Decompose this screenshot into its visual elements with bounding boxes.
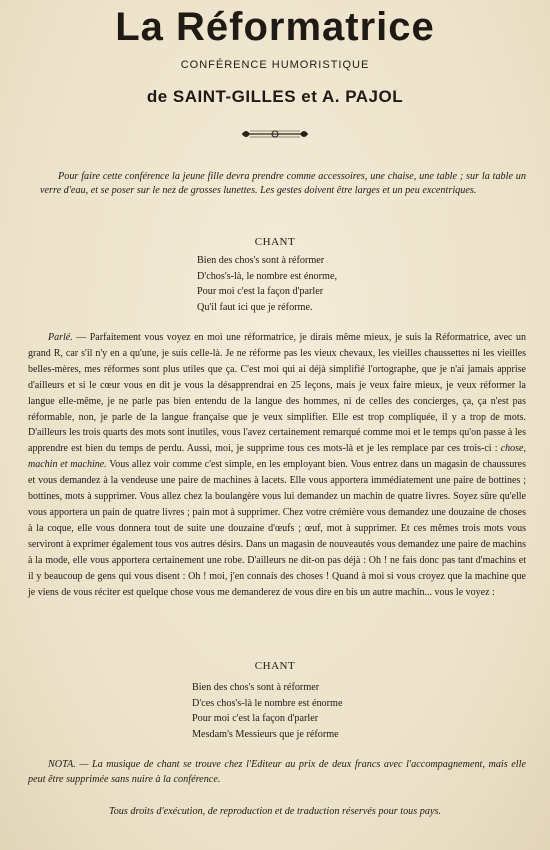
verse-line: Pour moi c'est la façon d'parler [197,286,324,297]
subtitle: CONFÉRENCE HUMORISTIQUE [180,59,370,71]
chant-verse-2 [192,680,432,742]
spoken-part-1: — Parfaitement vous voyez en moi une réformatrice, je dirais même mieux, je suis la Réformatrice, avec un grand R, car s'il n'y en a qu'une, je suis celle-là. Je ne réforme pas les vieux chevaux, les vieilles chaussettes ni les vieilles belles-mères, mes réformes sont plus utiles que ça. C'est moi qui ai déjà simplifié l'ortographe, que je n'ai jamais apprise d'ailleurs et si le cœur vous en dit je vous la désapprendrai en 25 leçons, mais je veux faire mieux, je veux réformer la langue elle-même, je ne parle pas bien entendu de la langue des hommes, ni de celles des concierges, ça, ça n'est pas réformable, non, je parle de la langue française que je veux simplifier. Elle est trop compliquée, il y a trop de mots. D'ailleurs les trois quarts des mots sont inutiles, vous l'avez certainement remarqué comme moi et le temps qu'on passe à les apprendre est bien du temps de perdu. Aussi, moi, je supprime tous ces mots-là et je les remplace par ces trois-ci : [28,332,526,455]
nota-paragraph: NOTA. — La musique de chant se trouve chez l'Editeur au prix de deux francs avec l'accompagnement, mais elle peut être supprimée sans nuire à la conférence. [28,759,526,785]
verse-line: Mesdam's Messieurs que je réforme [192,728,339,740]
spoken-text [28,330,526,600]
verse-line: Bien des chos's sont à réformer [197,255,325,266]
spoken-part-2: Vous allez voir comme c'est simple, en les employant bien. Vous entrez dans un magasin de chaussures et vous demandez à la vendeuse une paire de machines à lacets. Elle vous apportera immédiatement une paire de bottines ; bottines, mots à supprimer. Vous allez chez la boulangère vous lui demandez un machin de quatre livres. Soyez sûre qu'elle vous apportera un pain de quatre livres ; pain mot à supprimer. Chez votre crémière vous demandez une douzaine de choses à la coque, elle vous donnera tout de suite une douzaine d'œufs ; œuf, mot à supprimer. Et ces mêmes trois mots vous serviront à exprimer également tous vos autres désirs. Dans un magasin de nouveautés vous demandez une paire de machins à la mode, elle vous apportera certainement une robe. D'ailleurs ne dit-on pas déjà : Oh ! ne fais donc pas tant d'machins et il y beaucoup de gens qui vous disent : Oh ! moi, j'en connais des choses ! Quand à moi si vous croyez que la machine que je viens de vous réciter est quelque chose vous me demanderez de vous dire en bis un autre machin... vous le voyez : [28,459,526,598]
spoken-words: chose, machin et machine. [28,443,526,471]
verse-line: Bien des chos's sont à réformer [192,682,320,693]
chant-title-2: CHANT [254,660,296,672]
chant-title-1: CHANT [254,236,296,248]
page-title: La Réformatrice [115,5,435,49]
rights-notice: Tous droits d'exécution, de reproduction et de traduction réservés pour tous pays. [108,806,441,817]
verse-line: D'ces chos's-là le nombre est énorme [192,697,343,709]
intro-paragraph: Pour faire cette conférence la jeune fille devra prendre comme accessoires, une chaise, une table ; sur la table un verre d'eau, et se poser sur le nez de grosses lunettes. Les gestes doivent être larges et un peu excentriques. [40,171,526,196]
spoken-lead: Parlé. [48,332,73,343]
authors: de SAINT-GILLES et A. PAJOL [146,87,404,106]
verse-line: D'chos's-là, le nombre est énorme, [197,270,338,282]
chant-verse-1 [197,253,437,315]
ornament-divider-icon [240,126,310,142]
verse-line: Pour moi c'est la façon d'parler [192,713,319,724]
verse-line: Qu'il faut ici que je réforme. [197,301,313,313]
